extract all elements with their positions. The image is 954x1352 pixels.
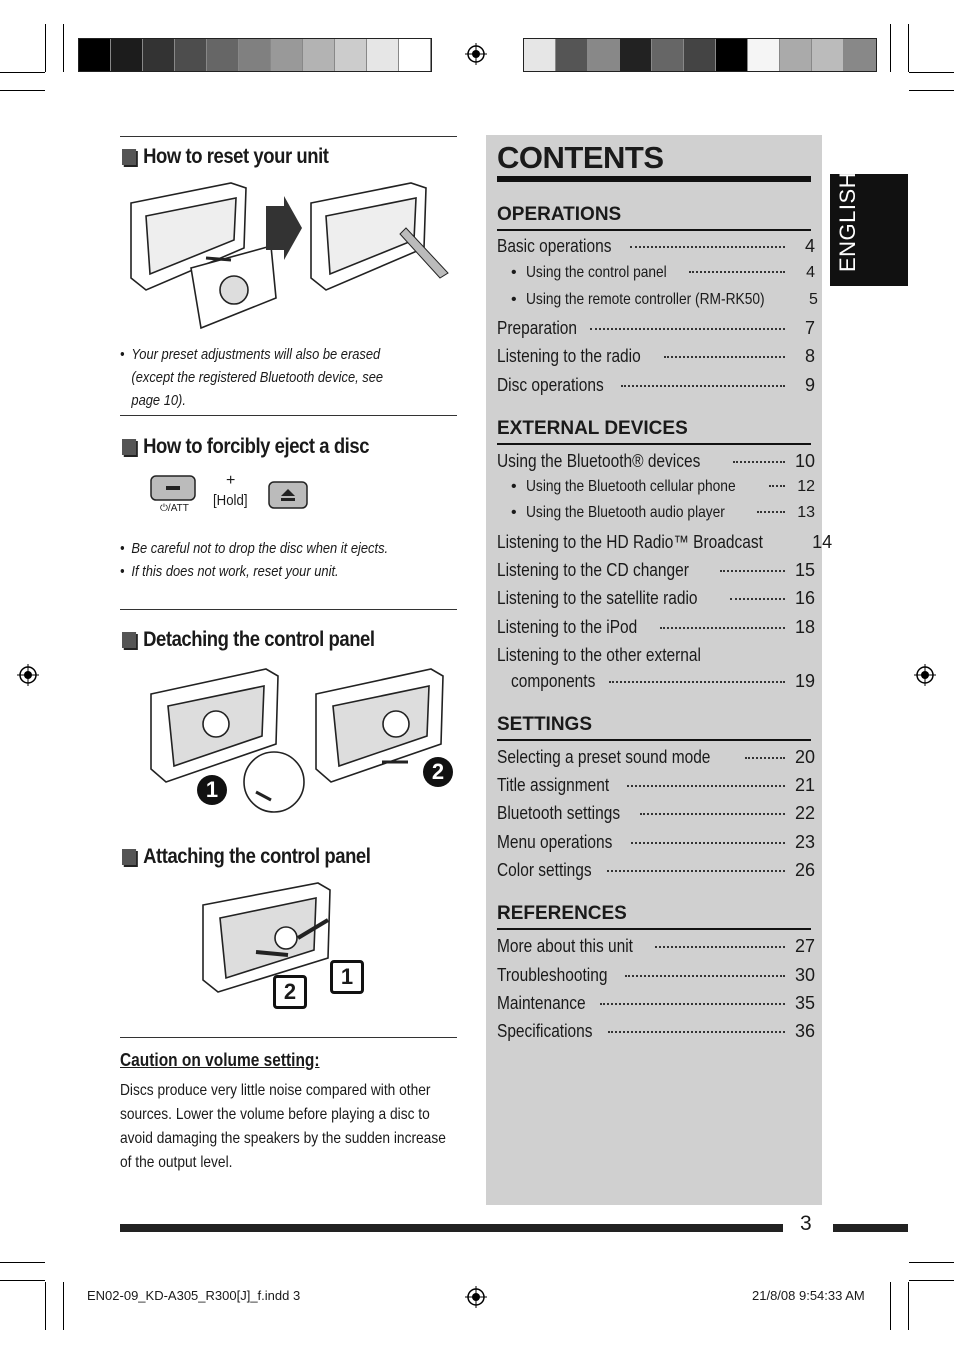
dot-leader	[631, 842, 785, 844]
toc-entry-page: 30	[794, 965, 815, 985]
toc-entry-title: Listening to the iPod	[497, 617, 638, 637]
toc-entry-page: 12	[797, 478, 815, 495]
toc-entry-title: Listening to the satellite radio	[497, 588, 698, 608]
category-rule	[497, 443, 811, 445]
section-rule	[120, 415, 457, 416]
crop-mark	[63, 24, 64, 72]
toc-entry-title: Using the Bluetooth® devices	[497, 451, 701, 471]
contents-category: REFERENCES	[497, 903, 627, 924]
toc-entry-page: 27	[794, 936, 815, 956]
toc-entry[interactable]	[497, 803, 815, 824]
toc-entry-title: Using the Bluetooth audio player	[525, 504, 725, 521]
toc-entry-title: Listening to the radio	[497, 346, 641, 366]
toc-entry[interactable]	[497, 560, 815, 581]
toc-entry-page: 13	[797, 504, 815, 521]
dot-leader	[664, 356, 785, 358]
toc-entry-title: Listening to the CD changer	[497, 560, 689, 580]
toc-entry[interactable]	[497, 451, 815, 472]
toc-entry-page: 21	[794, 775, 815, 795]
plus-sign: +	[226, 472, 236, 489]
reset-title-text: How to reset your unit	[143, 145, 329, 168]
crop-mark	[890, 24, 891, 72]
contents-category: SETTINGS	[497, 714, 593, 735]
color-swatch	[556, 39, 588, 71]
color-swatch	[367, 39, 399, 71]
dot-leader	[730, 598, 785, 600]
dot-leader	[757, 511, 785, 513]
toc-entry[interactable]	[497, 775, 815, 796]
toc-entry-page: 8	[804, 346, 815, 366]
toc-entry-page: 19	[794, 671, 815, 691]
power-att-button-icon	[150, 475, 196, 501]
category-rule	[497, 739, 811, 741]
toc-entry-page: 23	[794, 832, 815, 852]
toc-entry[interactable]	[497, 936, 815, 957]
hold-label: [Hold]	[213, 492, 248, 509]
section-rule	[120, 1037, 457, 1038]
color-swatch	[812, 39, 844, 71]
toc-entry-title: Using the control panel	[525, 264, 667, 281]
color-swatch	[399, 39, 431, 71]
registration-mark-icon	[465, 1286, 487, 1308]
eject-note-text: If this does not work, reset your unit.	[131, 563, 339, 580]
toc-entry-page: 16	[794, 588, 815, 608]
contents-category: OPERATIONS	[497, 204, 622, 225]
crop-mark	[45, 1282, 46, 1330]
bullet: •	[511, 504, 517, 521]
dot-leader	[745, 757, 785, 759]
section-square-icon	[122, 632, 136, 648]
eject-notes: • Be careful not to drop the disc when it ejects. • If this does not work, reset your unit.	[120, 537, 412, 583]
toc-entry-title: Using the Bluetooth cellular phone	[525, 478, 736, 495]
dot-leader	[627, 785, 785, 787]
color-calibration-bar-right	[523, 38, 877, 72]
toc-entry-page: 9	[804, 375, 815, 395]
toc-entry-page: 26	[794, 860, 815, 880]
crop-mark	[909, 1280, 954, 1281]
section-square-icon	[122, 439, 136, 455]
toc-entry[interactable]	[497, 832, 815, 853]
toc-entry-page: 20	[794, 747, 815, 767]
toc-entry-title: Basic operations	[497, 236, 612, 256]
eject-note-text: Be careful not to drop the disc when it ejects.	[131, 540, 389, 557]
attach-step-2-badge: 2	[273, 975, 307, 1009]
reset-note: • Your preset adjustments will also be erased (except the registered Bluetooth device, see page 10).	[120, 343, 412, 412]
toc-entry[interactable]	[497, 993, 815, 1014]
language-tab-label: ENGLISH	[835, 171, 860, 272]
bullet: •	[511, 264, 517, 281]
crop-mark	[909, 90, 954, 91]
section-rule	[120, 609, 457, 610]
toc-entry[interactable]	[497, 645, 815, 666]
toc-entry-title: More about this unit	[497, 936, 633, 956]
toc-entry-page: 35	[794, 993, 815, 1013]
dot-leader	[660, 627, 785, 629]
dot-leader	[769, 485, 785, 487]
color-swatch	[620, 39, 652, 71]
crop-mark	[890, 1282, 891, 1330]
step-1-badge: 1	[197, 775, 227, 805]
dot-leader	[621, 385, 785, 387]
color-swatch	[335, 39, 367, 71]
detach-panel-illustration	[146, 664, 456, 819]
caution-text: Discs produce very little noise compared with other sources. Lower the volume before playing a disc to avoid damaging the speakers by the sudden increase of the output level.	[120, 1082, 446, 1171]
toc-entry-page: 15	[794, 560, 815, 580]
color-swatch	[780, 39, 812, 71]
color-swatch	[684, 39, 716, 71]
crop-mark	[908, 24, 909, 72]
print-slug-date: 21/8/08 9:54:33 AM	[752, 1288, 865, 1303]
toc-entry-title: Bluetooth settings	[497, 803, 621, 823]
section-square-icon	[122, 849, 136, 865]
section-title-reset	[122, 145, 329, 169]
reset-unit-illustration	[126, 178, 456, 333]
footer-bar	[833, 1224, 908, 1232]
toc-entry[interactable]	[497, 532, 833, 553]
section-title-attach	[122, 845, 370, 869]
toc-entry[interactable]	[497, 318, 815, 339]
toc-entry-title: components	[511, 671, 596, 691]
toc-entry[interactable]	[497, 671, 815, 692]
color-swatch	[143, 39, 175, 71]
color-swatch	[111, 39, 143, 71]
dot-leader	[625, 975, 785, 977]
crop-mark	[0, 72, 45, 73]
attach-title-text: Attaching the control panel	[143, 845, 371, 868]
toc-entry-page: 10	[794, 451, 815, 471]
section-rule	[120, 136, 457, 137]
att-label: ⏻/ATT	[160, 503, 189, 514]
toc-entry-title: Maintenance	[497, 993, 586, 1013]
bullet: •	[511, 478, 517, 495]
color-swatch	[239, 39, 271, 71]
registration-mark-icon	[914, 664, 936, 686]
dot-leader	[720, 570, 785, 572]
color-swatch	[524, 39, 556, 71]
section-title-eject	[122, 435, 369, 459]
category-rule	[497, 229, 811, 231]
contents-category: EXTERNAL DEVICES	[497, 418, 688, 439]
toc-entry-page: 7	[804, 318, 815, 338]
color-swatch	[588, 39, 620, 71]
toc-entry[interactable]	[497, 504, 815, 522]
registration-mark-icon	[465, 43, 487, 65]
toc-entry[interactable]	[497, 617, 815, 638]
dot-leader	[733, 461, 785, 463]
toc-entry-title: Selecting a preset sound mode	[497, 747, 711, 767]
toc-entry-title: Color settings	[497, 860, 592, 880]
dot-leader	[600, 1003, 785, 1005]
toc-entry-title: Listening to the other external	[497, 645, 701, 665]
toc-entry[interactable]	[497, 588, 815, 609]
crop-mark	[0, 1280, 45, 1281]
toc-entry[interactable]	[497, 236, 815, 257]
print-slug-file: EN02-09_KD-A305_R300[J]_f.indd 3	[87, 1288, 301, 1303]
dot-leader	[655, 946, 785, 948]
dot-leader	[608, 1031, 785, 1033]
color-swatch	[207, 39, 239, 71]
toc-entry-title: Menu operations	[497, 832, 613, 852]
toc-entry[interactable]	[497, 478, 815, 496]
crop-mark	[909, 72, 954, 73]
dot-leader	[590, 328, 785, 330]
contents-title: CONTENTS	[497, 140, 664, 175]
category-rule	[497, 928, 811, 930]
toc-entry[interactable]	[497, 860, 815, 881]
dot-leader	[640, 813, 785, 815]
color-calibration-bar-left	[78, 38, 432, 72]
toc-entry[interactable]	[497, 264, 815, 282]
eject-title-text: How to forcibly eject a disc	[143, 435, 370, 458]
section-title-detach	[122, 628, 375, 652]
crop-mark	[909, 1262, 954, 1263]
color-swatch	[652, 39, 684, 71]
toc-entry-title: Title assignment	[497, 775, 610, 795]
toc-entry-page: 14	[812, 532, 833, 552]
dot-leader	[609, 681, 785, 683]
toc-entry-title: Troubleshooting	[497, 965, 608, 985]
color-swatch	[844, 39, 876, 71]
toc-entry-title: Listening to the HD Radio™ Broadcast	[497, 532, 763, 552]
step-2-badge: 2	[423, 757, 453, 787]
toc-entry-title: Specifications	[497, 1021, 593, 1041]
dot-leader	[630, 246, 785, 248]
eject-button-icon	[268, 481, 308, 509]
crop-mark	[45, 24, 46, 72]
section-square-icon	[122, 149, 136, 165]
reset-note-text: Your preset adjustments will also be erased (except the registered Bluetooth device, see page 10).	[131, 346, 384, 409]
toc-entry-page: 5	[809, 291, 818, 308]
crop-mark	[63, 1282, 64, 1330]
attach-step-1-badge: 1	[330, 960, 364, 994]
color-swatch	[303, 39, 335, 71]
toc-entry-page: 18	[794, 617, 815, 637]
toc-entry-title: Preparation	[497, 318, 578, 338]
detach-title-text: Detaching the control panel	[143, 628, 375, 651]
registration-mark-icon	[17, 664, 39, 686]
dot-leader	[607, 870, 785, 872]
toc-entry[interactable]	[497, 346, 815, 367]
attach-panel-illustration	[198, 880, 338, 1000]
dot-leader	[689, 271, 785, 273]
toc-entry-title: Using the remote controller (RM-RK50)	[525, 291, 765, 308]
crop-mark	[0, 90, 45, 91]
color-swatch	[716, 39, 748, 71]
caution-heading: Caution on volume setting:	[120, 1050, 320, 1070]
toc-entry-page: 4	[806, 264, 815, 281]
crop-mark	[908, 1282, 909, 1330]
toc-entry-page: 36	[794, 1021, 815, 1041]
color-swatch	[79, 39, 111, 71]
color-swatch	[175, 39, 207, 71]
crop-mark	[0, 1262, 45, 1263]
toc-entry[interactable]	[497, 291, 818, 309]
contents-title-bar	[497, 176, 811, 182]
toc-entry-page: 4	[804, 236, 815, 256]
footer-bar	[120, 1224, 783, 1232]
toc-entry[interactable]	[497, 965, 815, 986]
toc-entry[interactable]	[497, 747, 815, 768]
toc-entry-page: 22	[794, 803, 815, 823]
toc-entry[interactable]	[497, 1021, 815, 1042]
toc-entry-title: Disc operations	[497, 375, 604, 395]
color-swatch	[748, 39, 780, 71]
toc-entry[interactable]	[497, 375, 815, 396]
bullet: •	[511, 291, 517, 308]
color-swatch	[271, 39, 303, 71]
page-number: 3	[800, 1212, 812, 1235]
